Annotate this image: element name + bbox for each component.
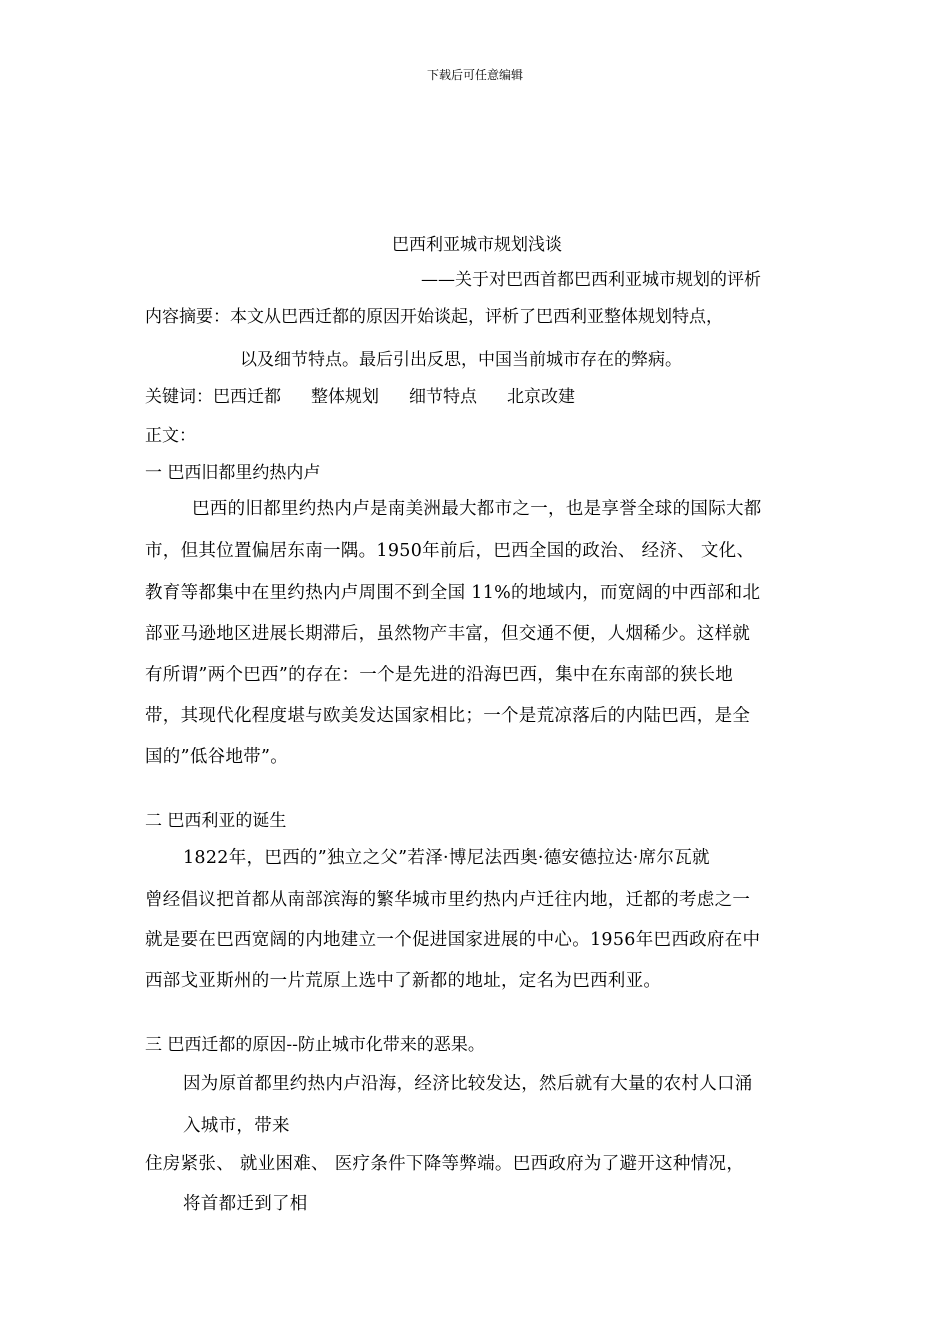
section-heading: 一 巴西旧都里约热内卢 <box>145 463 321 483</box>
paragraph-line: 有所谓”两个巴西”的存在：一个是先进的沿海巴西，集中在东南部的狭长地 <box>145 665 734 685</box>
paragraph-line: 教育等都集中在里约热内卢周围不到全国 11%的地域内，而宽阔的中西部和北 <box>145 583 761 603</box>
paragraph-line: 曾经倡议把首都从南部滨海的繁华城市里约热内卢迁往内地，迁都的考虑之一 <box>145 890 751 910</box>
paragraph-line: 住房紧张、 就业困难、 医疗条件下降等弊端。巴西政府为了避开这种情况， <box>145 1154 745 1174</box>
keyword: 巴西迁都 <box>213 387 281 407</box>
paragraph-line: 就是要在巴西宽阔的内地建立一个促进国家进展的中心。1956年巴西政府在中 <box>145 930 761 950</box>
section-heading: 三 巴西迁都的原因--防止城市化带来的恶果。 <box>145 1035 485 1055</box>
paragraph-line: 国的”低谷地带”。 <box>145 747 289 767</box>
keywords-row <box>145 382 575 407</box>
abstract-line-1: 内容摘要：本文从巴西迁都的原因开始谈起，评析了巴西利亚整体规划特点， <box>145 307 723 327</box>
paragraph-line: 将首都迁到了相 <box>183 1194 308 1214</box>
paragraph-line: 巴西的旧都里约热内卢是南美洲最大都市之一，也是享誉全球的国际大都 <box>192 499 762 519</box>
paragraph-line: 1822年，巴西的”独立之父”若泽·博尼法西奥·德安德拉达·席尔瓦就 <box>183 848 710 868</box>
keyword: 细节特点 <box>409 387 477 407</box>
paragraph-line: 西部戈亚斯州的一片荒原上选中了新都的地址，定名为巴西利亚。 <box>145 971 662 991</box>
paragraph-line: 市，但其位置偏居东南一隅。1950年前后，巴西全国的政治、 经济、 文化、 <box>145 541 755 561</box>
paragraph-line: 入城市，带来 <box>183 1116 290 1136</box>
keyword: 北京改建 <box>507 387 575 407</box>
paragraph-line: 带，其现代化程度堪与欧美发达国家相比；一个是荒凉落后的内陆巴西，是全 <box>145 706 751 726</box>
document-title: 巴西利亚城市规划浅谈 <box>392 235 562 255</box>
abstract-line-2: 以及细节特点。最后引出反思，中国当前城市存在的弊病。 <box>240 350 682 370</box>
section-heading: 二 巴西利亚的诞生 <box>145 811 287 831</box>
document-subtitle: ——关于对巴西首都巴西利亚城市规划的评析 <box>421 270 761 290</box>
body-label: 正文： <box>145 426 196 446</box>
paragraph-line: 因为原首都里约热内卢沿海，经济比较发达，然后就有大量的农村人口涌 <box>183 1074 753 1094</box>
page-header: 下载后可任意编辑 <box>426 68 523 82</box>
keywords-label: 关键词： <box>145 387 213 407</box>
paragraph-line: 部亚马逊地区进展长期滞后，虽然物产丰富，但交通不便，人烟稀少。这样就 <box>145 624 751 644</box>
keyword: 整体规划 <box>311 387 379 407</box>
